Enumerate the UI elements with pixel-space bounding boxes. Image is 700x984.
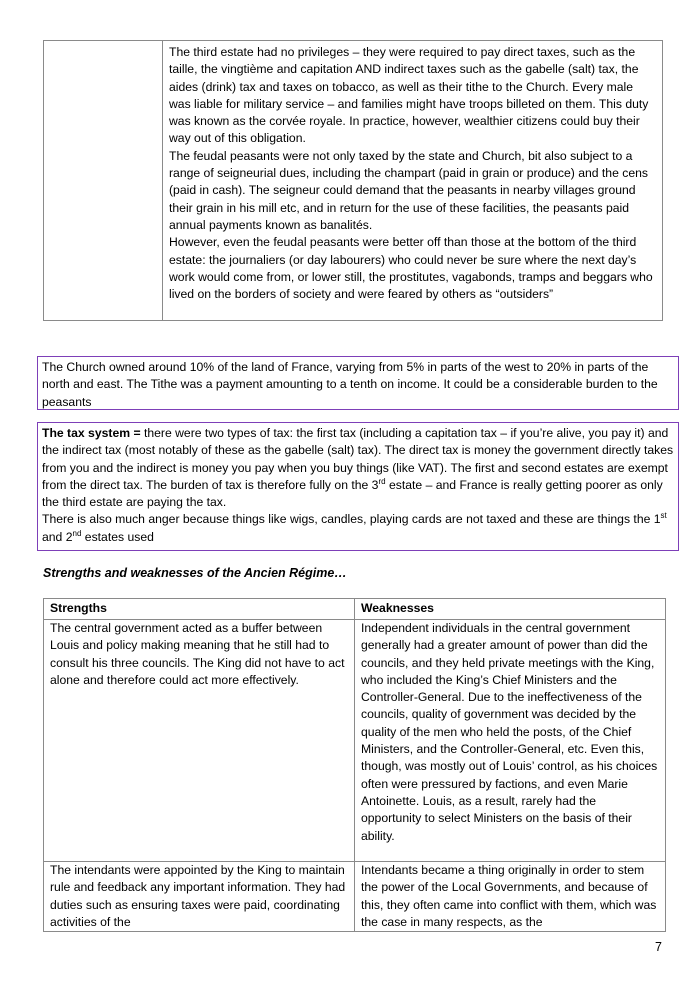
third-estate-table	[43, 40, 663, 321]
section-heading: Strengths and weaknesses of the Ancien Régime…	[43, 566, 347, 580]
superscript-rd: rd	[378, 476, 386, 486]
superscript-st: st	[660, 511, 667, 521]
table-header-row	[44, 599, 666, 620]
church-land-text: The Church owned around 10% of the land of France, varying from 5% in parts of the west to 20% in parts of the north and east. The Tithe was a payment amounting to a tenth on income. It could be a considerable burden to the peasants	[42, 360, 658, 409]
feudal-peasants-paragraph: The feudal peasants were not only taxed by the state and Church, bit also subject to a range of seigneurial dues, including the champart (paid in grain or produce) and the cens (paid in cash). The seigneur could demand that the peasants in nearby villages ground their grain in his mill etc, and in return for the use of these facilities, the peasants paid annual payments known as banalités.	[169, 148, 648, 232]
church-land-box	[37, 356, 679, 410]
table-row	[44, 862, 666, 932]
table-row	[44, 620, 666, 862]
superscript-nd: nd	[72, 528, 82, 538]
tax-system-paragraph	[42, 425, 674, 511]
weaknesses-header: Weaknesses	[355, 599, 666, 620]
journaliers-paragraph: However, even the feudal peasants were better off than those at the bottom of the third estate: the journaliers (or day labourers) who could never be sure where the next day’s work would come from, or lower still, the prostitutes, vagabonds, tramps and beggars who lived on the borders of society and were feared by others as “outsiders”	[169, 235, 653, 302]
third-estate-paragraph: The third estate had no privileges – they were required to pay direct taxes, such as the taille, the vingtième and capitation AND indirect taxes such as the gabelle (salt) tax, the aides (drink) tax and taxes on tobacco, as well as their tithe to the Church. Every male was liable for military service – and families might have troops billeted on them. This duty was known as the corvée royale. In practice, however, wealthier citizens could buy their way out of this obligation.	[169, 45, 649, 146]
strength-cell: The intendants were appointed by the King to maintain rule and feedback any important information. They had duties such as ensuring taxes were paid, coordinating activities of the	[44, 862, 355, 932]
tax-system-label: The tax system =	[42, 426, 141, 440]
strengths-header: Strengths	[44, 599, 355, 620]
tax-anger-text-d: and 2	[42, 529, 73, 544]
tax-anger-text-e: estates used	[81, 529, 154, 544]
weakness-cell: Independent individuals in the central government generally had a greater amount of power than did the councils, and they held private meetings with the King, who included the King’s Chief Ministers and the Controller-General. Due to the ineffectiveness of the councils, quality of government was decided by the quality of the men who held the posts, of the Chief Ministers, and the Controller-General, etc. Even this, though, was mostly out of Louis’ control, as his choices often were pressured by factions, and even Marie Antoinette. Louis, as a result, rarely had the opportunity to select Ministers on the basis of their ability.	[355, 620, 666, 862]
weakness-cell: Intendants became a thing originally in order to stem the power of the Local Governments, and because of this, they often came into conflict with them, which was the case in many respects, as the	[355, 862, 666, 932]
strength-cell: The central government acted as a buffer between Louis and policy making meaning that he still had to consult his three councils. The King did not have to act alone and therefore could act more effectively.	[44, 620, 355, 862]
empty-label-cell	[44, 41, 163, 320]
tax-system-text-b: estate – and France is really getting poorer as only the third estate are paying the tax.	[42, 477, 663, 510]
tax-anger-paragraph	[42, 511, 674, 546]
tax-anger-text-c: There is also much anger because things like wigs, candles, playing cards are not taxed and these are things the 1	[42, 512, 661, 527]
tax-system-text-a: there were two types of tax: the first tax (including a capitation tax – if you’re alive, you pay it) and the indirect tax (most notably of these as the gabelle (salt) tax). The direct tax is money the government directly takes from you and the indirect is money you pay when you buy things (like VAT). The first and second estates are exempt from the direct tax. The burden of tax is therefore fully on the 3	[42, 426, 674, 492]
tax-system-box	[37, 422, 679, 551]
third-estate-text-cell	[163, 41, 662, 320]
page-number: 7	[655, 940, 662, 954]
strengths-weaknesses-table	[43, 598, 666, 932]
